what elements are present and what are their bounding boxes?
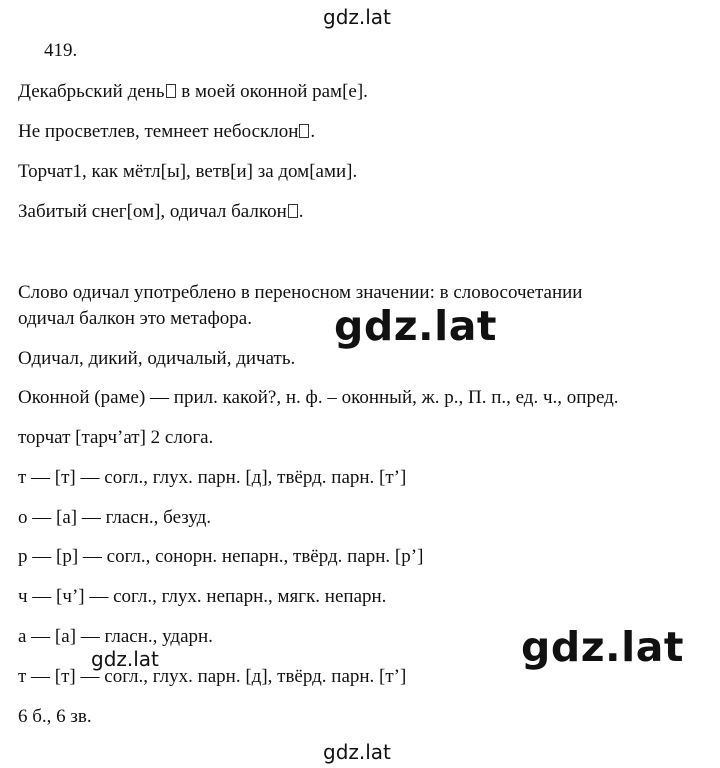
poem-line-2	[18, 121, 315, 143]
poem-line-1-text: Декабрьский день	[18, 81, 165, 102]
analysis-line-1: Слово одичал употреблено в переносном значении: в словосочетании	[18, 282, 583, 303]
poem-line-3-text: Торчат1, как мётл[ы], ветв[и] за дом[ами].	[18, 161, 358, 182]
watermark-bottom: gdz.lat	[323, 740, 391, 764]
poem-line-4-end: .	[298, 201, 304, 222]
poem-line-3	[18, 161, 357, 183]
phonetic-line-1: т — [т] — согл., глух. парн. [д], твёрд. парн. [т’]	[18, 467, 407, 488]
analysis-line-2: одичал балкон это метафора.	[18, 308, 252, 329]
phonetic-line-6: т — [т] — согл., глух. парн. [д], твёрд. парн. [т’]	[18, 666, 407, 687]
related-words: Одичал, дикий, одичалый, дичать.	[18, 348, 296, 369]
summary: 6 б., 6 зв.	[18, 706, 92, 727]
missing-letter-box	[166, 84, 176, 98]
morph-analysis: Оконной (раме) — прил. какой?, н. ф. – оконный, ж. р., П. п., ед. ч., опред.	[18, 387, 619, 408]
poem-line-1	[18, 81, 368, 103]
exercise-number: 419.	[44, 40, 78, 61]
missing-letter-box	[288, 204, 298, 218]
watermark-mid: gdz.lat	[334, 302, 497, 350]
phonetic-line-5: а — [а] — гласн., ударн.	[18, 626, 213, 647]
watermark-small-left: gdz.lat	[91, 647, 159, 671]
poem-line-4-text: Забитый снег[ом], одичал балкон	[18, 201, 287, 222]
phonetic-header: торчат [тарч’ат] 2 слога.	[18, 427, 214, 448]
poem-line-2-end: .	[310, 121, 316, 142]
watermark-top: gdz.lat	[323, 5, 391, 29]
poem-line-1-end: в моей оконной рам[е].	[176, 81, 368, 102]
poem-line-2-text: Не просветлев, темнеет небосклон	[18, 121, 299, 142]
watermark-right: gdz.lat	[521, 623, 684, 671]
phonetic-line-4: ч — [ч’] — согл., глух. непарн., мягк. непарн.	[18, 586, 387, 607]
poem-line-4	[18, 201, 304, 223]
phonetic-line-2: о — [а] — гласн., безуд.	[18, 507, 212, 528]
phonetic-line-3: р — [р] — согл., сонорн. непарн., твёрд. парн. [р’]	[18, 546, 424, 567]
missing-letter-box	[299, 124, 309, 138]
